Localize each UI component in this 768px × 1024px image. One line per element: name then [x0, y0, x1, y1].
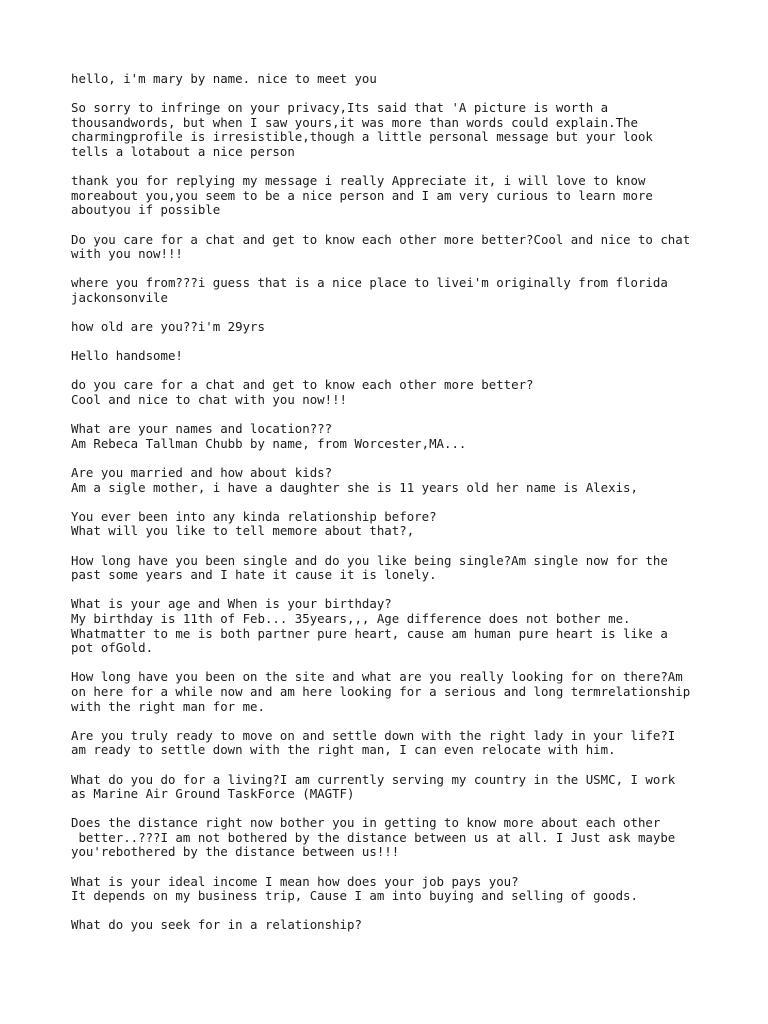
text-line: jackonsonvile: [71, 289, 168, 305]
message-paragraph: [71, 918, 731, 933]
message-paragraph: [71, 510, 731, 539]
message-paragraph: [71, 597, 731, 655]
message-paragraph: [71, 422, 731, 451]
text-line: How long have you been on the site and what are you really looking for on there?Am: [71, 669, 683, 685]
text-line: Do you care for a chat and get to know each other more better?Cool and nice to chat: [71, 231, 691, 247]
message-paragraph: [71, 729, 731, 758]
text-line: you'rebothered by the distance between us!!!: [71, 844, 400, 860]
text-line: with you now!!!: [71, 246, 183, 262]
message-paragraph: [71, 349, 731, 364]
message-paragraph: [71, 875, 731, 904]
text-line: on here for a while now and am here looking for a serious and long termrelationship: [71, 683, 691, 699]
text-line: Whatmatter to me is both partner pure heart, cause am human pure heart is like a: [71, 625, 668, 641]
message-paragraph: [71, 773, 731, 802]
message-paragraph: [71, 276, 731, 305]
text-line: What will you like to tell memore about that?,: [71, 523, 415, 539]
text-line: where you from???i guess that is a nice place to livei'm originally from florida: [71, 275, 668, 291]
text-line: better..???I am not bothered by the distance between us at all. I Just ask maybe: [71, 829, 676, 845]
text-line: tells a lotabout a nice person: [71, 143, 295, 159]
message-paragraph: [71, 233, 731, 262]
message-paragraph: [71, 72, 731, 87]
text-line: Does the distance right now bother you in getting to know more about each other: [71, 815, 661, 831]
text-line: moreabout you,you seem to be a nice person and I am very curious to learn more: [71, 187, 653, 203]
text-line: pot ofGold.: [71, 640, 154, 656]
message-paragraph: [71, 101, 731, 159]
text-line: thousandwords, but when I saw yours,it was more than words could explain.The: [71, 114, 638, 130]
text-line: Hello handsome!: [71, 348, 183, 364]
text-line: do you care for a chat and get to know each other more better?: [71, 377, 534, 393]
text-line: My birthday is 11th of Feb... 35years,,, Age difference does not bother me.: [71, 610, 631, 626]
text-line: aboutyou if possible: [71, 202, 221, 218]
text-line: What are your names and location???: [71, 421, 333, 437]
text-line: So sorry to infringe on your privacy,Its said that 'A picture is worth a: [71, 100, 609, 116]
message-paragraph: [71, 320, 731, 335]
message-paragraph: [71, 670, 731, 714]
text-line: What do you seek for in a relationship?: [71, 917, 362, 933]
document-page: [71, 72, 731, 948]
text-line: Am a sigle mother, i have a daughter she is 11 years old her name is Alexis,: [71, 479, 638, 495]
message-paragraph: [71, 554, 731, 583]
message-paragraph: [71, 816, 731, 860]
message-paragraph: [71, 174, 731, 218]
text-line: What do you do for a living?I am currently serving my country in the USMC, I work: [71, 771, 676, 787]
text-line: am ready to settle down with the right man, I can even relocate with him.: [71, 742, 616, 758]
text-line: You ever been into any kinda relationship before?: [71, 508, 437, 524]
text-line: how old are you??i'm 29yrs: [71, 319, 265, 335]
text-line: Are you truly ready to move on and settle down with the right lady in your life?I: [71, 727, 676, 743]
text-line: past some years and I hate it cause it is lonely.: [71, 567, 437, 583]
text-line: How long have you been single and do you like being single?Am single now for the: [71, 552, 668, 568]
text-line: charmingprofile is irresistible,though a little personal message but your look: [71, 129, 653, 145]
text-line: What is your ideal income I mean how does your job pays you?: [71, 873, 519, 889]
message-paragraph: [71, 466, 731, 495]
text-line: as Marine Air Ground TaskForce (MAGTF): [71, 786, 355, 802]
message-paragraph: [71, 378, 731, 407]
text-line: thank you for replying my message i really Appreciate it, i will love to know: [71, 173, 646, 189]
text-line: hello, i'm mary by name. nice to meet you: [71, 71, 377, 86]
text-line: Cool and nice to chat with you now!!!: [71, 392, 348, 408]
text-line: Am Rebeca Tallman Chubb by name, from Worcester,MA...: [71, 435, 467, 451]
text-line: It depends on my business trip, Cause I am into buying and selling of goods.: [71, 888, 638, 904]
text-line: Are you married and how about kids?: [71, 465, 333, 481]
text-line: What is your age and When is your birthday?: [71, 596, 392, 612]
text-line: with the right man for me.: [71, 698, 265, 714]
